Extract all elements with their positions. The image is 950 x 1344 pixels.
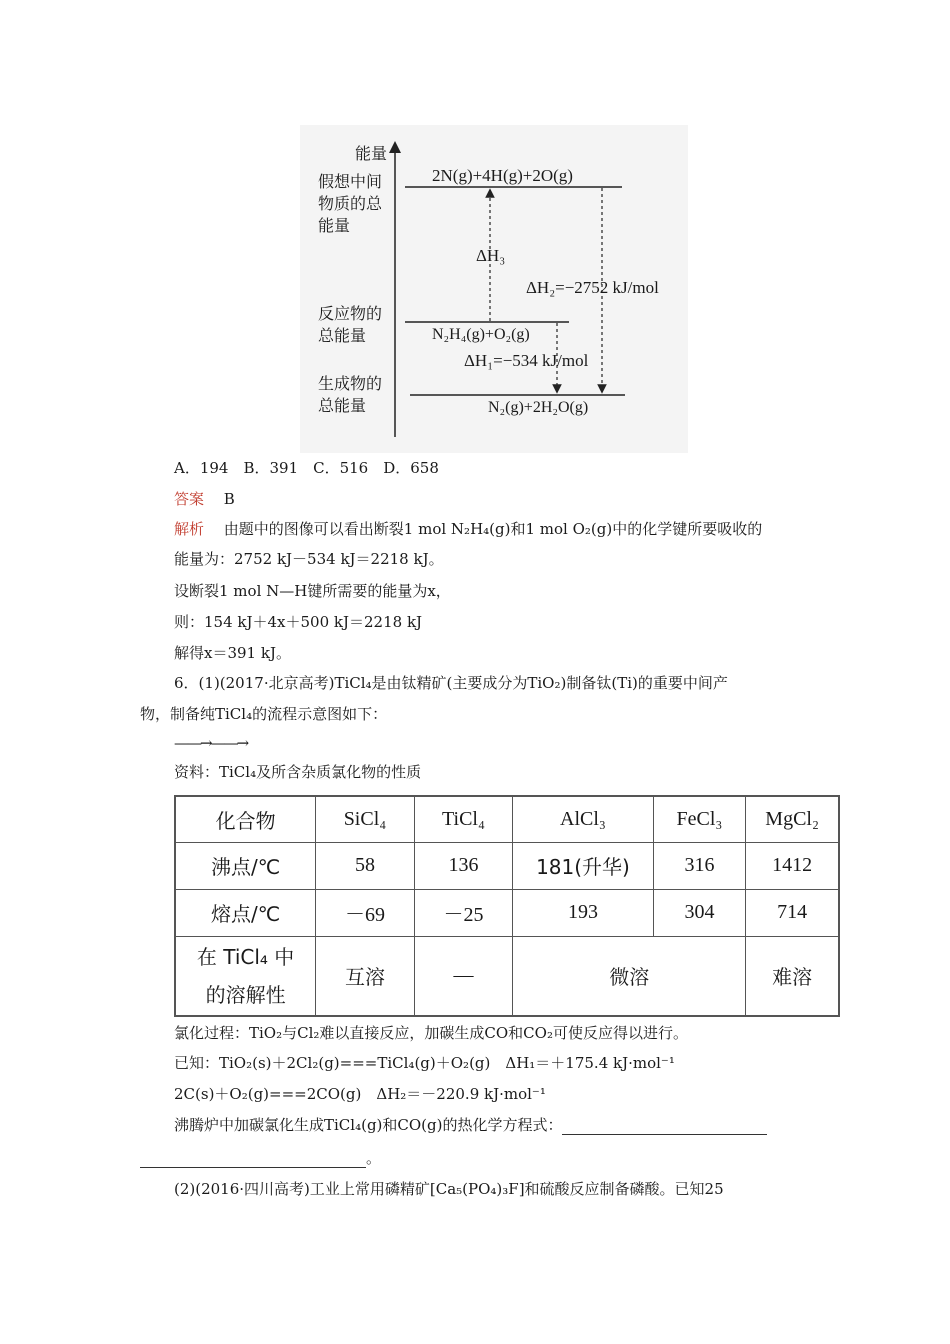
solubility-label-1: 在 TiCl₄ 中: [196, 944, 295, 969]
chlorination-end: 。: [366, 1149, 382, 1167]
solubility-cell: 微溶: [513, 936, 746, 1016]
flow-arrows: ——→——→: [174, 734, 248, 752]
melting-cell: 304: [653, 889, 746, 936]
q6-line-1: 6．(1)(2017·北京高考)TiCl₄是由钛精矿(主要成分为TiO₂)制备钛(Ti)的重要中间产: [174, 674, 728, 692]
products-label-1: 生成物的: [318, 374, 383, 393]
answer-blank-2[interactable]: [140, 1149, 366, 1168]
analysis-text-2: 能量为：2752 kJ－534 kJ＝2218 kJ。: [174, 550, 444, 568]
melting-cell: －25: [414, 889, 513, 936]
header-ticl4: TiCl₄: [414, 796, 513, 842]
boiling-cell: 1412: [746, 842, 839, 889]
chlorination-question: 沸腾炉中加碳氯化生成TiCl₄(g)和CO(g)的热化学方程式：: [174, 1116, 563, 1134]
boiling-cell: 58: [316, 842, 415, 889]
chlorination-line-5: [140, 1148, 381, 1168]
analysis-text-3: 设断裂1 mol N—H键所需要的能量为x，: [174, 582, 451, 600]
header-alcl3: AlCl₃: [513, 796, 653, 842]
answer-value: B: [223, 490, 235, 508]
table-row: [175, 796, 839, 842]
intermediate-label-1: 假想中间: [318, 172, 383, 191]
chlorination-line-1: 氯化过程：TiO₂与Cl₂难以直接反应，加碳生成CO和CO₂可使反应得以进行。: [174, 1024, 688, 1042]
table-row: [175, 842, 839, 889]
dh1-label: ΔH₁=−534 kJ/mol: [464, 351, 589, 370]
boiling-cell: 181(升华): [513, 842, 653, 889]
material-caption: 资料：TiCl₄及所含杂质氯化物的性质: [174, 763, 422, 781]
reactants-label-1: 反应物的: [318, 304, 383, 323]
q6-2-line: (2)(2016·四川高考)工业上常用磷精矿[Ca₅(PO₄)₃F]和硫酸反应制备磷酸。已知25: [174, 1180, 724, 1198]
corner-cell: 化合物: [175, 796, 316, 842]
solubility-cell: —: [414, 936, 513, 1016]
properties-table: [174, 795, 840, 1017]
y-axis-label: 能量: [355, 144, 388, 163]
energy-diagram: [300, 125, 688, 453]
solubility-cell: 互溶: [316, 936, 415, 1016]
chlorination-line-2: 已知：TiO₂(s)＋2Cl₂(g)===TiCl₄(g)＋O₂(g) ΔH₁＝＋175.4 kJ·mol⁻¹: [174, 1054, 675, 1072]
boiling-label: 沸点/℃: [175, 842, 316, 889]
products-species: N₂(g)+2H₂O(g): [488, 399, 589, 416]
solubility-label: [175, 936, 316, 1016]
intermediate-label-3: 能量: [318, 216, 351, 235]
boiling-cell: 136: [414, 842, 513, 889]
answer-blank-1[interactable]: [562, 1116, 767, 1135]
analysis-label: 解析: [174, 520, 205, 538]
analysis-line-1: [174, 519, 762, 539]
melting-cell: －69: [316, 889, 415, 936]
analysis-text-4: 则：154 kJ＋4x＋500 kJ＝2218 kJ: [174, 613, 423, 631]
analysis-text-5: 解得x＝391 kJ。: [174, 644, 291, 662]
solubility-label-2: 的溶解性: [205, 982, 286, 1007]
chlorination-line-3: 2C(s)＋O₂(g)===2CO(g) ΔH₂＝－220.9 kJ·mol⁻¹: [174, 1085, 546, 1103]
intermediate-species: 2N(g)+4H(g)+2O(g): [432, 166, 573, 185]
q6-line-2: 物，制备纯TiCl₄的流程示意图如下：: [140, 705, 388, 723]
reactants-label-2: 总能量: [318, 326, 367, 345]
products-label-2: 总能量: [318, 396, 367, 415]
answer-line: [174, 489, 235, 509]
melting-label: 熔点/℃: [175, 889, 316, 936]
chlorination-line-4: [174, 1115, 767, 1135]
dh2-label: ΔH₂=−2752 kJ/mol: [526, 278, 659, 297]
solubility-cell: 难溶: [746, 936, 839, 1016]
table-row: [175, 936, 839, 1016]
table-row: [175, 889, 839, 936]
header-sicl4: SiCl₄: [316, 796, 415, 842]
analysis-text-1: 由题中的图像可以看出断裂1 mol N₂H₄(g)和1 mol O₂(g)中的化学键所要吸收的: [223, 520, 763, 538]
melting-cell: 714: [746, 889, 839, 936]
boiling-cell: 316: [653, 842, 746, 889]
answer-options: A．194 B．391 C．516 D．658: [174, 459, 439, 477]
dh3-label: ΔH₃: [476, 246, 506, 265]
header-mgcl2: MgCl₂: [746, 796, 839, 842]
answer-label: 答案: [174, 490, 205, 508]
header-fecl3: FeCl₃: [653, 796, 746, 842]
reactants-species: N₂H₄(g)+O₂(g): [432, 326, 530, 343]
melting-cell: 193: [513, 889, 653, 936]
intermediate-label-2: 物质的总: [318, 194, 383, 213]
